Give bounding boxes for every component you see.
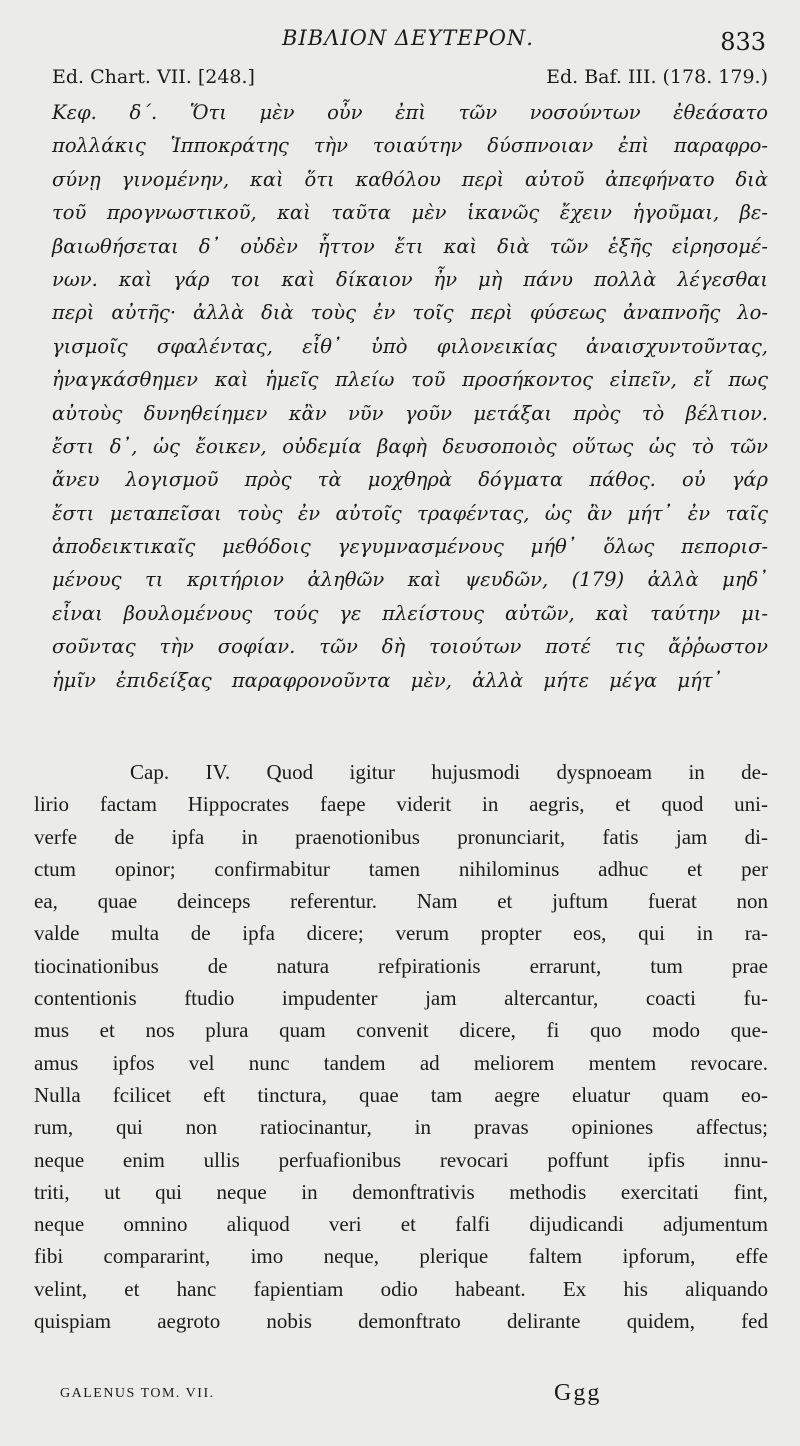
greek-text-line: ἄνευ λογισμοῦ πρὸς τὰ μοχθηρὰ δόγματα πάθος. οὐ γάρ: [52, 468, 768, 492]
greek-text-line: αὐτοὺς δυνηθείημεν κἂν νῦν γοῦν μετάξαι πρὸς τὸ βέλτιον.: [52, 401, 768, 425]
greek-text-line: ἠναγκάσθημεν καὶ ἡμεῖς πλείω τοῦ προσήκοντος εἰπεῖν, εἴ πως: [52, 368, 768, 392]
latin-text-line: contentionis ftudio impudenter jam altercantur, coacti fu-: [34, 986, 768, 1011]
latin-text-line: verfe de ipfa in praenotionibus pronunciarit, fatis jam di-: [34, 824, 768, 849]
greek-text-line: νων. καὶ γάρ τοι καὶ δίκαιον ἦν μὴ πάνυ πολλὰ λέγεσθαι: [52, 267, 768, 291]
latin-text-line: ctum opinor; confirmabitur tamen nihilominus adhuc et per: [34, 856, 768, 881]
page-footer: [0, 1380, 800, 1420]
greek-text-line: ἔστι δ᾽, ὡς ἔοικεν, οὐδεμία βαφὴ δευσοποιὸς οὕτως ὡς τὸ τῶν: [52, 434, 768, 458]
latin-text-line: ea, quae deinceps referentur. Nam et juftum fuerat non: [34, 889, 768, 914]
latin-text-line: neque enim ullis perfuafionibus revocari poffunt ipfis innu-: [34, 1147, 768, 1172]
page-number: 833: [720, 28, 766, 56]
latin-text-line: mus et nos plura quam convenit dicere, fi quo modo que-: [34, 1018, 768, 1043]
greek-text-line: ἡμῖν ἐπιδείξας παραφρονοῦντα μὲν, ἀλλὰ μήτε μέγα μήτ᾽: [52, 668, 723, 692]
greek-text-line: περὶ αὐτῆς· ἀλλὰ διὰ τοὺς ἐν τοῖς περὶ φύσεως ἀναπνοῆς λο-: [52, 301, 768, 325]
footer-volume-label: GALENUS TOM. VII.: [60, 1386, 215, 1401]
greek-text-block: [52, 96, 768, 697]
printer-signature-mark: Ggg: [554, 1380, 602, 1406]
edition-reference-line: [52, 66, 768, 96]
latin-text-line: lirio factam Hippocrates faepe viderit in aegris, et quod uni-: [34, 792, 768, 817]
edition-basel-reference: Ed. Baf. III. (178. 179.): [546, 66, 768, 88]
greek-text-line: σύνῃ γινομένην, καὶ ὅτι καθόλου περὶ αὐτοῦ ἀπεφήνατο διὰ: [52, 167, 768, 191]
latin-text-line: Cap. IV. Quod igitur hujusmodi dyspnoeam in de-: [130, 760, 768, 784]
greek-text-line: σοῦντας τὴν σοφίαν. τῶν δὴ τοιούτων ποτέ τις ἄῤῥωστον: [52, 635, 768, 659]
greek-text-line: πολλάκις Ἱπποκράτης τὴν τοιαύτην δύσπνοιαν ἐπὶ παραφρο-: [52, 134, 768, 158]
latin-text-line: rum, qui non ratiocinantur, in pravas opiniones affectus;: [34, 1115, 768, 1140]
latin-text-line: tiocinationibus de natura refpirationis errarunt, tum prae: [34, 953, 768, 978]
latin-text-line: fibi compararint, imo neque, plerique faltem ipforum, effe: [34, 1244, 768, 1269]
greek-text-line: τοῦ προγνωστικοῦ, καὶ ταῦτα μὲν ἱκανῶς ἔχειν ἡγοῦμαι, βε-: [52, 201, 768, 225]
running-head: [0, 26, 800, 60]
latin-text-line: Nulla fcilicet eft tinctura, quae tam aegre eluatur quam eo-: [34, 1082, 768, 1107]
greek-text-line: γισμοῖς σφαλέντας, εἶθ᾽ ὑπὸ φιλονεικίας ἀναισχυντοῦντας,: [52, 334, 768, 358]
greek-text-line: μένους τι κριτήριον ἀληθῶν καὶ ψευδῶν, (179) ἀλλὰ μηδ᾽: [52, 568, 768, 592]
latin-text-block: [34, 756, 768, 1337]
latin-text-line: valde multa de ipfa dicere; verum propter eos, qui in ra-: [34, 921, 768, 946]
running-title: ΒΙΒΛΙΟΝ ΔΕΥΤΕΡΟΝ.: [282, 26, 534, 50]
greek-text-line: Κεφ. δ΄. Ὅτι μὲν οὖν ἐπὶ τῶν νοσούντων ἐθεάσατο: [52, 101, 768, 124]
greek-text-line: ἀποδεικτικαῖς μεθόδοις γεγυμνασμένους μήθ᾽ ὅλως πεπορισ-: [52, 535, 768, 559]
latin-text-line: velint, et hanc fapientiam odio habeant. Ex his aliquando: [34, 1276, 768, 1301]
latin-text-line: neque omnino aliquod veri et falfi dijudicandi adjumentum: [34, 1212, 768, 1237]
latin-text-line: quispiam aegroto nobis demonftrato delirante quidem, fed: [34, 1309, 768, 1334]
latin-text-line: amus ipfos vel nunc tandem ad meliorem mentem revocare.: [34, 1050, 768, 1075]
greek-text-line: εἶναι βουλομένους τούς γε πλείστους αὐτῶν, καὶ ταύτην μι-: [52, 601, 768, 625]
edition-chartier-reference: Ed. Chart. VII. [248.]: [52, 66, 255, 88]
greek-text-line: βαιωθήσεται δ᾽ οὐδὲν ἧττον ἔτι καὶ διὰ τῶν ἑξῆς εἰρησομέ-: [52, 234, 768, 258]
latin-text-line: triti, ut qui neque in demonftrativis methodis exercitati fint,: [34, 1179, 768, 1204]
greek-text-line: ἔστι μεταπεῖσαι τοὺς ἐν αὐτοῖς τραφέντας, ὡς ἂν μήτ᾽ ἐν ταῖς: [52, 501, 768, 525]
